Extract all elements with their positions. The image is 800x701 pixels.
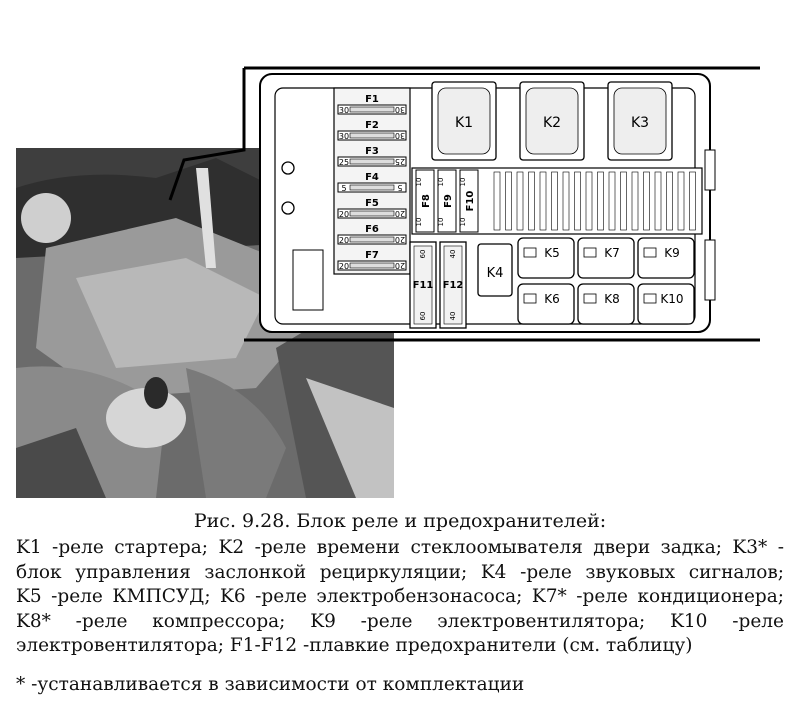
fuse-rating: 40	[449, 249, 457, 259]
fuse-label: F11	[412, 280, 434, 291]
fuse-rating: 30	[394, 131, 406, 140]
footnote: * -устанавливается в зависимости от комплектации	[16, 674, 525, 695]
caption-line: блок управления заслонкой рециркуляции; K4 -реле звуковых сигналов;	[16, 561, 784, 583]
relay-k10	[638, 284, 694, 324]
fuse-rating: 5	[341, 184, 347, 193]
relay-k4	[478, 244, 512, 296]
caption-line: K8* -реле компрессора; K9 -реле электровентилятора; K10 -реле	[16, 610, 784, 632]
fuse-rating: 60	[419, 249, 427, 259]
fuse-f12	[440, 242, 466, 328]
relay-k3	[608, 82, 672, 160]
fuse-rating: 20	[394, 235, 406, 244]
fuse-rating: 25	[394, 157, 406, 166]
fuse-rating: 20	[338, 262, 350, 271]
fuse-label: F8	[421, 194, 432, 208]
relay-label: K1	[454, 115, 474, 131]
fuse-label: F2	[365, 120, 379, 131]
relay-label: K9	[664, 246, 680, 260]
fuse-label: F1	[365, 94, 379, 105]
relay-k7	[578, 238, 634, 278]
fuse-label: F12	[442, 280, 464, 291]
relay-k4-label: K4	[486, 266, 504, 281]
relay-k1	[432, 82, 496, 160]
fuse-relay-block-diagram	[160, 60, 760, 360]
fuse-rating: 30	[338, 106, 350, 115]
fuse-f11	[410, 242, 436, 328]
relay-k2	[520, 82, 584, 160]
relay-label: K5	[544, 246, 560, 260]
fuse-label: F3	[365, 146, 379, 157]
relay-k9	[638, 238, 694, 278]
relay-label: K6	[544, 292, 560, 306]
fuse-rating: 10	[437, 217, 445, 227]
caption-line: электровентилятора; F1-F12 -плавкие предохранители (см. таблицу)	[16, 635, 693, 656]
caption-line: K1 -реле стартера; K2 -реле времени стеклоомывателя двери задка; K3* -	[16, 537, 784, 558]
relay-k5	[518, 238, 574, 278]
fuse-rating: 25	[338, 158, 350, 167]
fuse-rating: 10	[415, 177, 423, 187]
caption-line: K5 -реле КМПСУД; K6 -реле электробензонасоса; K7* -реле кондиционера;	[16, 586, 784, 607]
fuse-rating: 20	[338, 236, 350, 245]
fuse-label: F7	[365, 250, 379, 261]
fuse-f10	[459, 170, 478, 232]
fuse-label: F10	[465, 190, 476, 212]
fuse-rating: 30	[394, 105, 406, 114]
relay-label: K8	[604, 292, 620, 306]
fuse-f9	[437, 170, 456, 232]
fuse-rating: 20	[394, 209, 406, 218]
fuse-rating: 20	[394, 261, 406, 270]
fuse-rating: 20	[338, 210, 350, 219]
relay-label: K7	[604, 246, 620, 260]
fuse-rating: 60	[419, 311, 427, 321]
fuse-rating: 10	[459, 177, 467, 187]
fuse-rating: 30	[338, 132, 350, 141]
relay-label: K3	[630, 115, 650, 131]
figure-caption-body	[16, 536, 784, 659]
fuse-label: F4	[365, 172, 379, 183]
fuse-rating: 10	[437, 177, 445, 187]
fuse-rating: 5	[397, 183, 403, 192]
relay-label: K2	[542, 115, 562, 131]
relay-label: K10	[660, 292, 684, 306]
relay-k8	[578, 284, 634, 324]
fuse-rating: 10	[415, 217, 423, 227]
fuse-rating: 40	[449, 311, 457, 321]
fuse-rating: 10	[459, 217, 467, 227]
fuse-label: F6	[365, 224, 379, 235]
fuse-f8	[415, 170, 434, 232]
relay-k6	[518, 284, 574, 324]
fuse-label: F9	[443, 194, 454, 208]
figure-caption-title: Рис. 9.28. Блок реле и предохранителей:	[193, 510, 607, 532]
fuse-label: F5	[365, 198, 379, 209]
